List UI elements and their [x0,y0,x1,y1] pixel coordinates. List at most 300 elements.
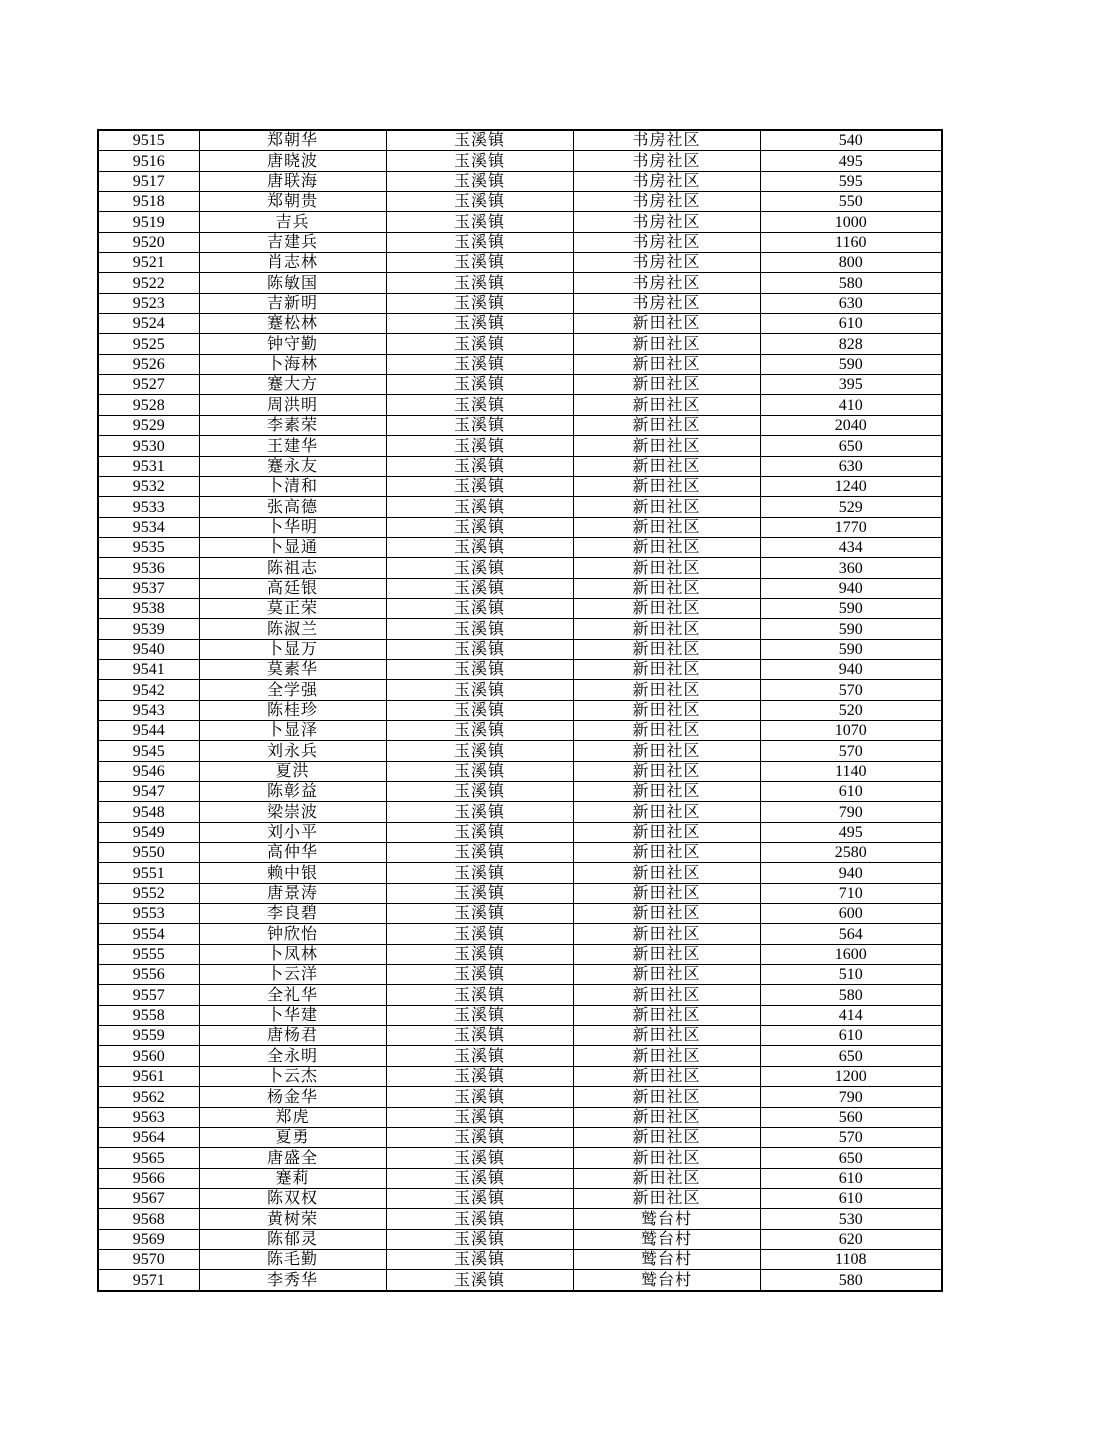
row-number-cell: 9544 [98,720,199,740]
amount-cell: 410 [760,395,942,415]
town-cell: 玉溪镇 [386,151,573,171]
table-row [98,1026,942,1046]
amount-cell: 1600 [760,944,942,964]
name-cell: 莫正荣 [199,598,386,618]
name-cell: 李素荣 [199,415,386,435]
table-row [98,863,942,883]
amount-cell: 2040 [760,415,942,435]
name-cell: 唐联海 [199,171,386,191]
town-cell: 玉溪镇 [386,517,573,537]
row-number-cell: 9532 [98,476,199,496]
community-cell: 新田社区 [573,1148,760,1168]
town-cell: 玉溪镇 [386,212,573,232]
name-cell: 陈祖志 [199,558,386,578]
row-number-cell: 9562 [98,1087,199,1107]
row-number-cell: 9571 [98,1270,199,1291]
town-cell: 玉溪镇 [386,619,573,639]
amount-cell: 560 [760,1107,942,1127]
town-cell: 玉溪镇 [386,904,573,924]
row-number-cell: 9528 [98,395,199,415]
name-cell: 刘小平 [199,822,386,842]
amount-cell: 610 [760,782,942,802]
name-cell: 蹇大方 [199,375,386,395]
table-row [98,273,942,293]
name-cell: 高廷银 [199,578,386,598]
town-cell: 玉溪镇 [386,802,573,822]
table-row [98,1087,942,1107]
community-cell: 新田社区 [573,761,760,781]
row-number-cell: 9565 [98,1148,199,1168]
table-row [98,314,942,334]
table-row [98,1005,942,1025]
name-cell: 郑虎 [199,1107,386,1127]
name-cell: 王建华 [199,436,386,456]
amount-cell: 1000 [760,212,942,232]
community-cell: 新田社区 [573,476,760,496]
community-cell: 新田社区 [573,965,760,985]
row-number-cell: 9537 [98,578,199,598]
row-number-cell: 9552 [98,883,199,903]
town-cell: 玉溪镇 [386,476,573,496]
name-cell: 卜清和 [199,476,386,496]
table-row [98,985,942,1005]
community-cell: 新田社区 [573,1046,760,1066]
name-cell: 陈敏国 [199,273,386,293]
amount-cell: 580 [760,1270,942,1291]
town-cell: 玉溪镇 [386,659,573,679]
name-cell: 郑朝华 [199,130,386,151]
name-cell: 卜华建 [199,1005,386,1025]
town-cell: 玉溪镇 [386,497,573,517]
town-cell: 玉溪镇 [386,558,573,578]
row-number-cell: 9566 [98,1168,199,1188]
amount-cell: 570 [760,741,942,761]
town-cell: 玉溪镇 [386,985,573,1005]
row-number-cell: 9522 [98,273,199,293]
row-number-cell: 9527 [98,375,199,395]
community-cell: 新田社区 [573,1188,760,1208]
name-cell: 吉兵 [199,212,386,232]
town-cell: 玉溪镇 [386,192,573,212]
row-number-cell: 9515 [98,130,199,151]
table-row [98,1148,942,1168]
name-cell: 赖中银 [199,863,386,883]
table-row [98,659,942,679]
amount-cell: 610 [760,1168,942,1188]
town-cell: 玉溪镇 [386,680,573,700]
table-row [98,965,942,985]
amount-cell: 940 [760,578,942,598]
amount-cell: 630 [760,293,942,313]
name-cell: 全礼华 [199,985,386,1005]
community-cell: 新田社区 [573,843,760,863]
community-cell: 新田社区 [573,1026,760,1046]
name-cell: 夏勇 [199,1127,386,1147]
row-number-cell: 9559 [98,1026,199,1046]
community-cell: 新田社区 [573,822,760,842]
row-number-cell: 9555 [98,944,199,964]
town-cell: 玉溪镇 [386,1026,573,1046]
town-cell: 玉溪镇 [386,741,573,761]
amount-cell: 590 [760,354,942,374]
town-cell: 玉溪镇 [386,578,573,598]
amount-cell: 590 [760,639,942,659]
row-number-cell: 9524 [98,314,199,334]
amount-cell: 800 [760,253,942,273]
town-cell: 玉溪镇 [386,1107,573,1127]
row-number-cell: 9567 [98,1188,199,1208]
town-cell: 玉溪镇 [386,639,573,659]
name-cell: 陈彰益 [199,782,386,802]
name-cell: 陈毛勤 [199,1249,386,1269]
community-cell: 新田社区 [573,659,760,679]
row-number-cell: 9542 [98,680,199,700]
name-cell: 卜显通 [199,537,386,557]
community-cell: 书房社区 [573,192,760,212]
amount-cell: 650 [760,1148,942,1168]
community-cell: 新田社区 [573,1127,760,1147]
amount-cell: 790 [760,1087,942,1107]
amount-cell: 1140 [760,761,942,781]
community-cell: 新田社区 [573,497,760,517]
amount-cell: 580 [760,985,942,1005]
row-number-cell: 9519 [98,212,199,232]
row-number-cell: 9546 [98,761,199,781]
row-number-cell: 9531 [98,456,199,476]
community-cell: 新田社区 [573,517,760,537]
community-cell: 新田社区 [573,904,760,924]
name-cell: 卜云杰 [199,1066,386,1086]
table-row [98,1188,942,1208]
table-row [98,761,942,781]
amount-cell: 495 [760,151,942,171]
name-cell: 张高德 [199,497,386,517]
name-cell: 高仲华 [199,843,386,863]
town-cell: 玉溪镇 [386,1046,573,1066]
town-cell: 玉溪镇 [386,1087,573,1107]
row-number-cell: 9520 [98,232,199,252]
town-cell: 玉溪镇 [386,965,573,985]
name-cell: 唐景涛 [199,883,386,903]
community-cell: 新田社区 [573,395,760,415]
row-number-cell: 9554 [98,924,199,944]
data-table [97,129,943,1292]
amount-cell: 630 [760,456,942,476]
amount-cell: 580 [760,273,942,293]
community-cell: 新田社区 [573,334,760,354]
town-cell: 玉溪镇 [386,537,573,557]
community-cell: 新田社区 [573,436,760,456]
table-row [98,802,942,822]
town-cell: 玉溪镇 [386,375,573,395]
community-cell: 鹫台村 [573,1229,760,1249]
name-cell: 刘永兵 [199,741,386,761]
row-number-cell: 9521 [98,253,199,273]
row-number-cell: 9535 [98,537,199,557]
town-cell: 玉溪镇 [386,822,573,842]
town-cell: 玉溪镇 [386,598,573,618]
name-cell: 陈双权 [199,1188,386,1208]
name-cell: 钟欣怡 [199,924,386,944]
table-row [98,944,942,964]
row-number-cell: 9569 [98,1229,199,1249]
name-cell: 杨金华 [199,1087,386,1107]
row-number-cell: 9561 [98,1066,199,1086]
name-cell: 夏洪 [199,761,386,781]
community-cell: 书房社区 [573,171,760,191]
row-number-cell: 9563 [98,1107,199,1127]
town-cell: 玉溪镇 [386,334,573,354]
row-number-cell: 9523 [98,293,199,313]
table-row [98,1046,942,1066]
amount-cell: 940 [760,863,942,883]
community-cell: 新田社区 [573,680,760,700]
table-row [98,822,942,842]
row-number-cell: 9529 [98,415,199,435]
amount-cell: 710 [760,883,942,903]
table-row [98,558,942,578]
community-cell: 新田社区 [573,863,760,883]
town-cell: 玉溪镇 [386,863,573,883]
name-cell: 卜显泽 [199,720,386,740]
table-row [98,517,942,537]
table-row [98,354,942,374]
community-cell: 新田社区 [573,700,760,720]
community-cell: 鹫台村 [573,1249,760,1269]
town-cell: 玉溪镇 [386,1005,573,1025]
row-number-cell: 9533 [98,497,199,517]
name-cell: 唐晓波 [199,151,386,171]
name-cell: 唐杨君 [199,1026,386,1046]
name-cell: 全永明 [199,1046,386,1066]
table-row [98,293,942,313]
amount-cell: 2580 [760,843,942,863]
community-cell: 鹫台村 [573,1209,760,1229]
amount-cell: 360 [760,558,942,578]
amount-cell: 590 [760,598,942,618]
amount-cell: 529 [760,497,942,517]
town-cell: 玉溪镇 [386,436,573,456]
name-cell: 李秀华 [199,1270,386,1291]
town-cell: 玉溪镇 [386,944,573,964]
row-number-cell: 9540 [98,639,199,659]
row-number-cell: 9547 [98,782,199,802]
town-cell: 玉溪镇 [386,1209,573,1229]
community-cell: 新田社区 [573,537,760,557]
town-cell: 玉溪镇 [386,1249,573,1269]
table-row [98,232,942,252]
table-row [98,1229,942,1249]
table-row [98,192,942,212]
community-cell: 新田社区 [573,598,760,618]
table-row [98,1270,942,1291]
row-number-cell: 9526 [98,354,199,374]
community-cell: 新田社区 [573,1168,760,1188]
community-cell: 书房社区 [573,232,760,252]
name-cell: 黄树荣 [199,1209,386,1229]
amount-cell: 600 [760,904,942,924]
name-cell: 蹇永友 [199,456,386,476]
table-row [98,578,942,598]
table-row [98,720,942,740]
name-cell: 卜海林 [199,354,386,374]
table-row [98,171,942,191]
community-cell: 书房社区 [573,130,760,151]
community-cell: 新田社区 [573,1087,760,1107]
amount-cell: 1770 [760,517,942,537]
community-cell: 新田社区 [573,558,760,578]
name-cell: 卜云洋 [199,965,386,985]
community-cell: 新田社区 [573,1005,760,1025]
amount-cell: 828 [760,334,942,354]
table-body [98,130,942,1291]
name-cell: 莫素华 [199,659,386,679]
table-row [98,619,942,639]
table-row [98,741,942,761]
table-row [98,924,942,944]
name-cell: 陈桂珍 [199,700,386,720]
community-cell: 新田社区 [573,456,760,476]
amount-cell: 595 [760,171,942,191]
community-cell: 新田社区 [573,720,760,740]
row-number-cell: 9518 [98,192,199,212]
row-number-cell: 9525 [98,334,199,354]
name-cell: 蹇松林 [199,314,386,334]
row-number-cell: 9556 [98,965,199,985]
community-cell: 新田社区 [573,802,760,822]
row-number-cell: 9530 [98,436,199,456]
community-cell: 新田社区 [573,415,760,435]
row-number-cell: 9564 [98,1127,199,1147]
community-cell: 新田社区 [573,1107,760,1127]
community-cell: 新田社区 [573,1066,760,1086]
name-cell: 梁崇波 [199,802,386,822]
amount-cell: 530 [760,1209,942,1229]
name-cell: 卜显万 [199,639,386,659]
table-row [98,904,942,924]
name-cell: 吉建兵 [199,232,386,252]
name-cell: 钟守勤 [199,334,386,354]
town-cell: 玉溪镇 [386,720,573,740]
amount-cell: 414 [760,1005,942,1025]
table-row [98,476,942,496]
table-row [98,130,942,151]
name-cell: 卜华明 [199,517,386,537]
town-cell: 玉溪镇 [386,1127,573,1147]
town-cell: 玉溪镇 [386,456,573,476]
community-cell: 新田社区 [573,354,760,374]
town-cell: 玉溪镇 [386,273,573,293]
community-cell: 新田社区 [573,741,760,761]
name-cell: 李良碧 [199,904,386,924]
amount-cell: 564 [760,924,942,944]
town-cell: 玉溪镇 [386,1148,573,1168]
town-cell: 玉溪镇 [386,1188,573,1208]
amount-cell: 1160 [760,232,942,252]
table-row [98,1066,942,1086]
name-cell: 周洪明 [199,395,386,415]
row-number-cell: 9517 [98,171,199,191]
town-cell: 玉溪镇 [386,782,573,802]
row-number-cell: 9541 [98,659,199,679]
name-cell: 蹇莉 [199,1168,386,1188]
amount-cell: 610 [760,1026,942,1046]
table-row [98,1209,942,1229]
row-number-cell: 9553 [98,904,199,924]
town-cell: 玉溪镇 [386,415,573,435]
table-row [98,151,942,171]
community-cell: 新田社区 [573,375,760,395]
row-number-cell: 9545 [98,741,199,761]
row-number-cell: 9539 [98,619,199,639]
community-cell: 新田社区 [573,639,760,659]
amount-cell: 520 [760,700,942,720]
table-row [98,883,942,903]
town-cell: 玉溪镇 [386,395,573,415]
amount-cell: 570 [760,1127,942,1147]
community-cell: 新田社区 [573,314,760,334]
table-row [98,375,942,395]
town-cell: 玉溪镇 [386,1229,573,1249]
community-cell: 新田社区 [573,944,760,964]
table-row [98,253,942,273]
town-cell: 玉溪镇 [386,843,573,863]
table-row [98,436,942,456]
amount-cell: 1240 [760,476,942,496]
name-cell: 全学强 [199,680,386,700]
community-cell: 新田社区 [573,619,760,639]
row-number-cell: 9568 [98,1209,199,1229]
amount-cell: 650 [760,436,942,456]
row-number-cell: 9536 [98,558,199,578]
table-row [98,456,942,476]
name-cell: 吉新明 [199,293,386,313]
row-number-cell: 9534 [98,517,199,537]
table-row [98,843,942,863]
community-cell: 书房社区 [573,151,760,171]
table-row [98,1127,942,1147]
community-cell: 书房社区 [573,293,760,313]
amount-cell: 550 [760,192,942,212]
row-number-cell: 9558 [98,1005,199,1025]
row-number-cell: 9570 [98,1249,199,1269]
town-cell: 玉溪镇 [386,700,573,720]
table-row [98,598,942,618]
amount-cell: 570 [760,680,942,700]
town-cell: 玉溪镇 [386,354,573,374]
table-row [98,537,942,557]
town-cell: 玉溪镇 [386,1168,573,1188]
amount-cell: 395 [760,375,942,395]
amount-cell: 540 [760,130,942,151]
row-number-cell: 9543 [98,700,199,720]
amount-cell: 510 [760,965,942,985]
town-cell: 玉溪镇 [386,130,573,151]
town-cell: 玉溪镇 [386,171,573,191]
community-cell: 新田社区 [573,578,760,598]
row-number-cell: 9549 [98,822,199,842]
table-row [98,782,942,802]
amount-cell: 1070 [760,720,942,740]
town-cell: 玉溪镇 [386,761,573,781]
row-number-cell: 9551 [98,863,199,883]
name-cell: 陈郁灵 [199,1229,386,1249]
name-cell: 卜凤林 [199,944,386,964]
row-number-cell: 9548 [98,802,199,822]
amount-cell: 434 [760,537,942,557]
table-row [98,700,942,720]
town-cell: 玉溪镇 [386,1270,573,1291]
